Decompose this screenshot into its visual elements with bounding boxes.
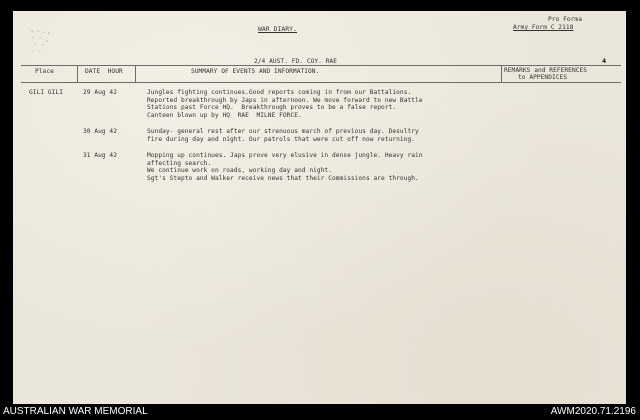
form-label: Pro Forma: [548, 16, 582, 23]
entry-line: Mopping up continues. Japs prove very elusive in dense jungle. Heavy rain: [147, 152, 423, 159]
entry-date: 30 Aug 42: [83, 128, 117, 135]
accession-number: AWM2020.71.2196: [550, 406, 636, 417]
header-date-hour: DATE HOUR: [85, 68, 123, 75]
header-remarks: REMARKS and REFERENCES: [504, 67, 588, 74]
entry-line: We continue work on roads, working day and night.: [147, 167, 332, 174]
entry-line: Sgt's Stepto and Walker receive news that their Commissions are through.: [147, 174, 419, 182]
entry-line: Jungles fighting continues.Good reports coming in from our Battalions.: [147, 89, 412, 96]
page-number: 4: [602, 58, 607, 65]
column-divider-date: [135, 65, 136, 82]
war-diary-page: [13, 11, 626, 404]
entry-line: Stations past Force HQ. Breakthrough proves to be a false report.: [147, 104, 397, 111]
entry-line: affecting search.: [147, 159, 212, 167]
diary-title: WAR DIARY.: [258, 25, 297, 33]
collection-credit: AUSTRALIAN WAR MEMORIAL: [3, 406, 148, 417]
pencil-marks: [29, 27, 59, 55]
header-rule-bottom: [21, 82, 621, 83]
entry-date: 31 Aug 42: [83, 152, 117, 159]
header-rule-top: [21, 65, 621, 66]
form-number: Army Form C 2118: [513, 24, 574, 31]
unit-name: 2/4 AUST. FD. COY. RAE: [254, 58, 338, 65]
column-divider-remarks: [501, 65, 502, 82]
header-summary: SUMMARY OF EVENTS AND INFORMATION.: [191, 68, 320, 75]
entry-line: Canteen blown up by HQ RAE MILNE FORCE.: [147, 111, 302, 119]
column-divider-place: [77, 65, 78, 82]
entry-line: Reported breakthrough by Japs in afternoon. We move forward to new Battle: [147, 96, 423, 104]
place-cell: GILI GILI: [29, 89, 63, 96]
header-place: Place: [35, 68, 54, 75]
entry-line: fire during day and night. Our patrols that were cut off now returning.: [147, 135, 416, 143]
entry-date: 29 Aug 42: [83, 89, 117, 96]
header-appendices: to APPENDICES: [518, 74, 568, 81]
entry-line: Sunday- general rest after our strenuous march of previous day. Desultry: [147, 128, 419, 135]
